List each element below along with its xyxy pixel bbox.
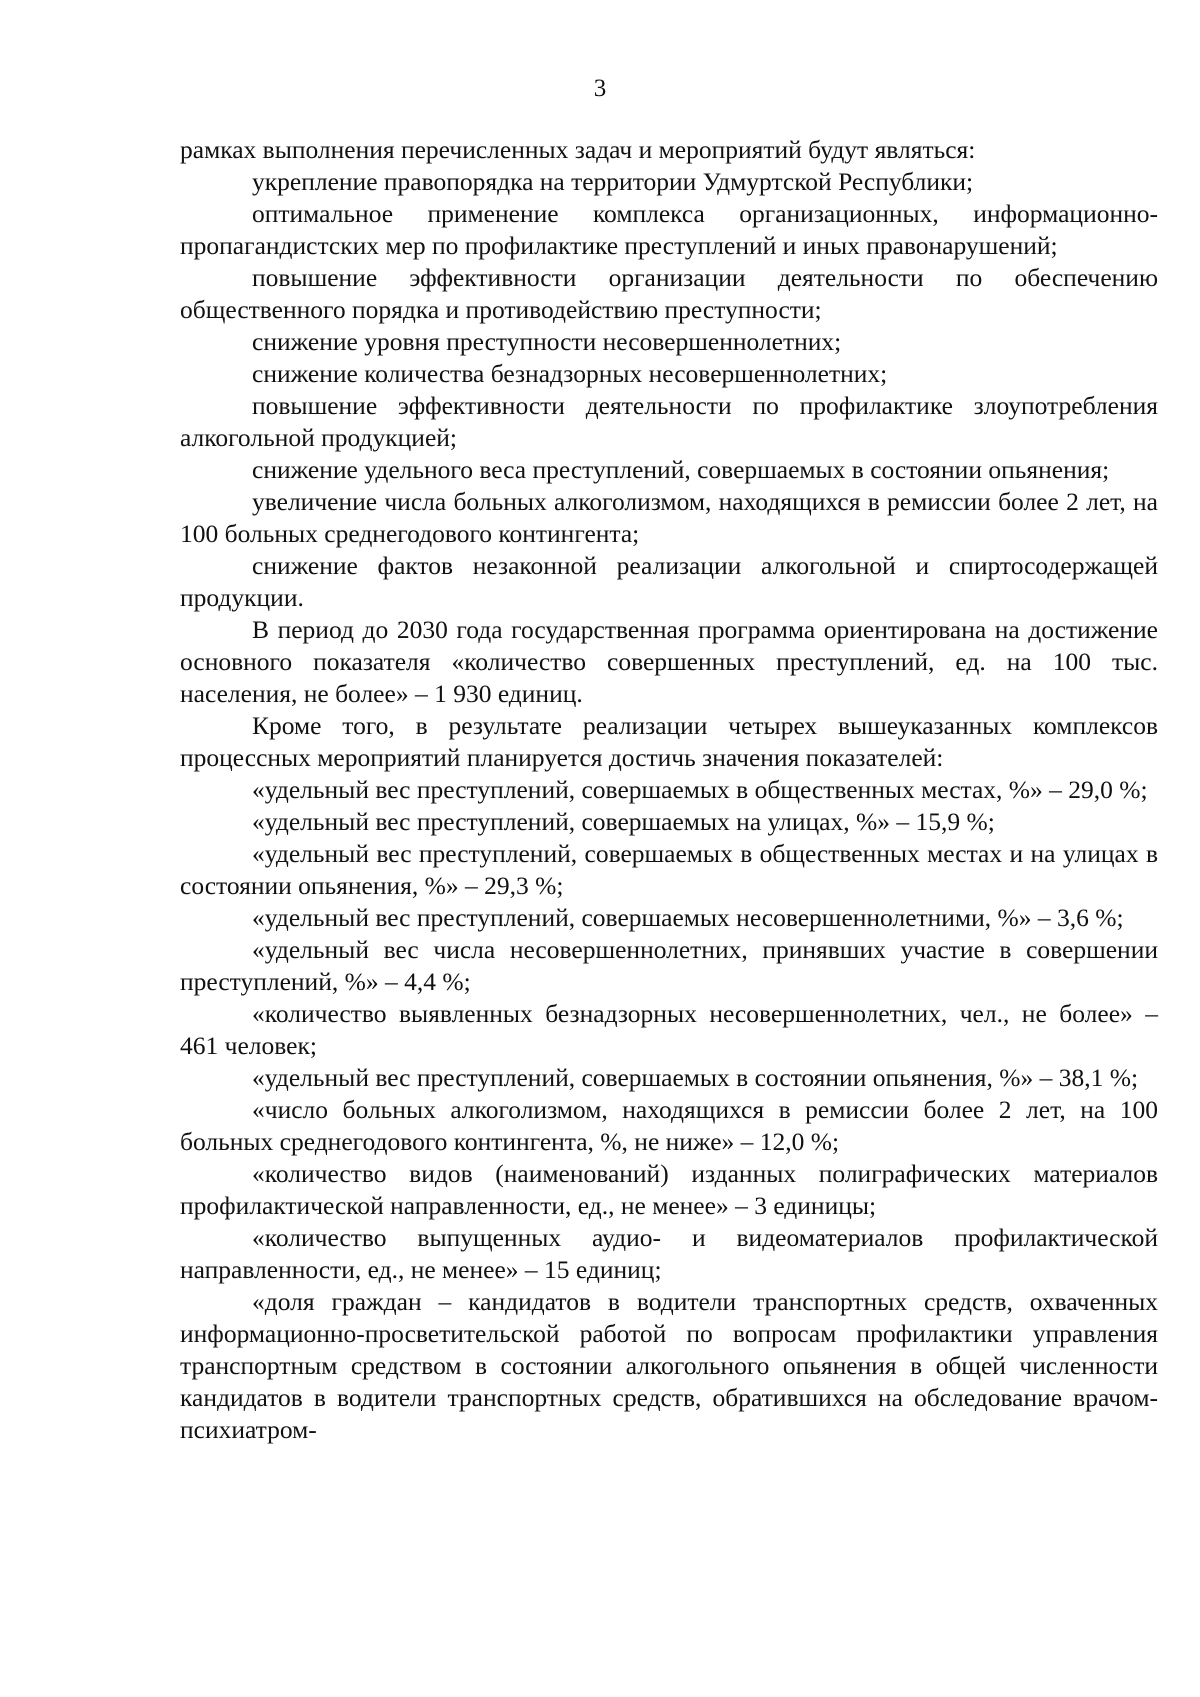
paragraph-indicators-intro: Кроме того, в результате реализации четырех вышеуказанных комплексов процессных мероприятий планируется достичь значения показателей: bbox=[180, 711, 1158, 772]
paragraph-result-neglected-minors: снижение количества безнадзорных несовершеннолетних; bbox=[252, 359, 888, 388]
paragraph-result-alcohol-abuse: повышение эффективности деятельности по профилактике злоупотребления алкогольной продукцией; bbox=[180, 391, 1158, 452]
paragraph-indicator-intoxication-share: «удельный вес преступлений, совершаемых в состоянии опьянения, %» – 38,1 %; bbox=[252, 1063, 1139, 1092]
paragraph-result-law-order: укрепление правопорядка на территории Удмуртской Республики; bbox=[252, 167, 974, 196]
paragraph-indicator-streets: «удельный вес преступлений, совершаемых на улицах, %» – 15,9 %; bbox=[252, 807, 995, 836]
paragraph-main-indicator: В период до 2030 года государственная программа ориентирована на достижение основного показателя «количество совершенных преступлений, ед. на 100 тыс. населения, не более» – 1 930 единиц. bbox=[180, 615, 1158, 708]
page-number: 3 bbox=[593, 75, 607, 102]
paragraph-indicator-public-places: «удельный вес преступлений, совершаемых в общественных местах, %» – 29,0 %; bbox=[252, 775, 1148, 804]
paragraph-indicator-minors-crimes: «удельный вес преступлений, совершаемых несовершеннолетними, %» – 3,6 %; bbox=[252, 903, 1124, 932]
paragraph-result-intoxication-crimes: снижение удельного веса преступлений, совершаемых в состоянии опьянения; bbox=[252, 455, 1110, 484]
paragraph-result-prevention-measures: оптимальное применение комплекса организационных, информационно-пропагандистских мер по профилактике преступлений и иных правонарушений; bbox=[180, 199, 1158, 260]
paragraph-result-illegal-sales: снижение фактов незаконной реализации алкогольной и спиртосодержащей продукции. bbox=[180, 551, 1158, 612]
paragraph-intro-continuation: рамках выполнения перечисленных задач и мероприятий будут являться: bbox=[180, 135, 976, 164]
paragraph-indicator-minors-participation: «удельный вес числа несовершеннолетних, принявших участие в совершении преступлений, %» – 4,4 %; bbox=[180, 935, 1158, 996]
paragraph-indicator-driver-candidates: «доля граждан – кандидатов в водители транспортных средств, охваченных информационно-просветительской работой по вопросам профилактики управления транспортным средством в состоянии алкогольного опьянения в общей численности кандидатов в водители транспортных средств, обратившихся на обследование врачом-психиатром- bbox=[180, 1287, 1158, 1444]
paragraph-indicator-printed-materials: «количество видов (наименований) изданных полиграфических материалов профилактической направленности, ед., не менее» – 3 единицы; bbox=[180, 1159, 1158, 1220]
paragraph-result-public-order: повышение эффективности организации деятельности по обеспечению общественного порядка и противодействию преступности; bbox=[180, 263, 1158, 324]
paragraph-indicator-neglected-count: «количество выявленных безнадзорных несовершеннолетних, чел., не более» – 461 человек; bbox=[180, 999, 1158, 1060]
paragraph-result-remission: увеличение числа больных алкоголизмом, находящихся в ремиссии более 2 лет, на 100 больных среднегодового контингента; bbox=[180, 487, 1158, 548]
paragraph-result-juvenile-crime: снижение уровня преступности несовершеннолетних; bbox=[252, 327, 842, 356]
paragraph-indicator-media-materials: «количество выпущенных аудио- и видеоматериалов профилактической направленности, ед., не менее» – 15 единиц; bbox=[180, 1223, 1158, 1284]
document-body bbox=[180, 134, 1158, 1446]
paragraph-indicator-intoxication-public: «удельный вес преступлений, совершаемых в общественных местах и на улицах в состоянии опьянения, %» – 29,3 %; bbox=[180, 839, 1158, 900]
paragraph-indicator-remission: «число больных алкоголизмом, находящихся в ремиссии более 2 лет, на 100 больных среднегодового контингента, %, не ниже» – 12,0 %; bbox=[180, 1095, 1158, 1156]
